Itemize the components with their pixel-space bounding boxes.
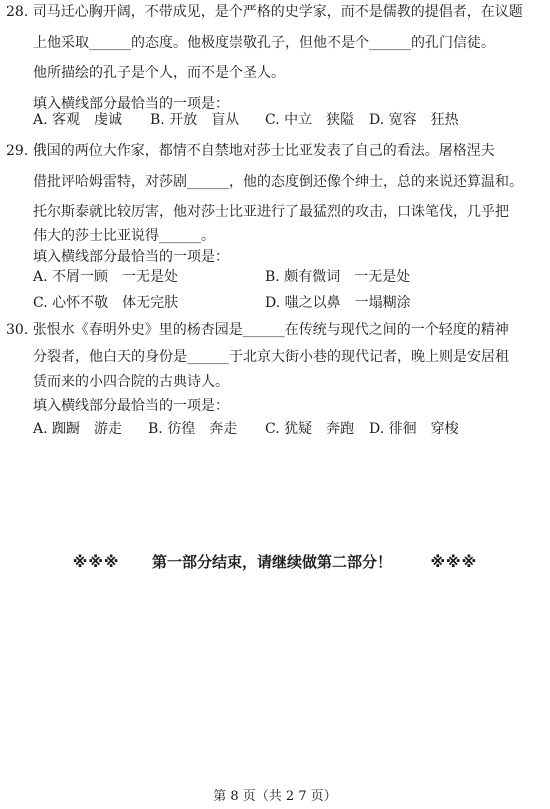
q28-line-2: 上他采取______的态度。他极度崇敬孔子，但他不是个______的孔门信徒。: [33, 35, 495, 51]
q29-option-d: D. 嗤之以鼻 一塌糊涂: [265, 295, 411, 311]
q28-line-3: 他所描绘的孔子是个人，而不是个圣人。: [33, 65, 285, 81]
q28-option-d: D. 宽容 狂热: [369, 112, 459, 128]
q28-option-b: B. 开放 盲从: [150, 112, 240, 128]
reference-mark-icons-left: ※※※: [72, 553, 120, 571]
q29-option-b: B. 颇有微词 一无是处: [265, 269, 411, 285]
q29-option-a: A. 不屑一顾 一无是处: [33, 269, 179, 285]
q30-option-c: C. 犹疑 奔跑: [265, 421, 355, 437]
page-number: 第 8 页（共 2 7 页）: [213, 789, 337, 804]
q29-line-4: 伟大的莎士比亚说得______。: [33, 228, 215, 244]
q28-option-a: A. 客观 虔诚: [33, 112, 123, 128]
reference-mark-icons-right: ※※※: [430, 553, 478, 571]
q28-line-1: 28. 司马迁心胸开阔，不带成见，是个严格的史学家，而不是儒教的提倡者，在议题: [6, 4, 523, 20]
q30-prompt: 填入横线部分最恰当的一项是：: [33, 398, 229, 414]
q29-line-3: 托尔斯泰就比较厉害，他对莎士比亚进行了最猛烈的攻击，口诛笔伐，几乎把: [33, 204, 509, 220]
q30-option-b: B. 彷徨 奔走: [148, 421, 238, 437]
q30-line-2: 分裂者，他白天的身份是______于北京大街小巷的现代记者，晚上则是安居租: [33, 349, 509, 365]
q30-line-1: 30. 张恨水《春明外史》里的杨杏园是______在传统与现代之间的一个轻度的精神: [6, 322, 509, 338]
q29-line-1: 29. 俄国的两位大作家，都情不自禁地对莎士比亚发表了自己的看法。屠格涅夫: [6, 143, 495, 159]
q28-option-c: C. 中立 狭隘: [265, 112, 355, 128]
q29-line-2: 借批评哈姆雷特，对莎剧______，他的态度倒还像个绅士，总的来说还算温和。: [33, 174, 523, 190]
section-end-text: 第一部分结束，请继续做第二部分！: [151, 553, 392, 571]
q30-option-d: D. 徘徊 穿梭: [369, 421, 459, 437]
q30-option-a: A. 踟蹰 游走: [33, 421, 123, 437]
q30-line-3: 赁而来的小四合院的古典诗人。: [33, 374, 229, 390]
q29-prompt: 填入横线部分最恰当的一项是：: [33, 249, 229, 265]
q28-prompt: 填入横线部分最恰当的一项是：: [33, 96, 229, 112]
section-end-banner: [0, 551, 550, 573]
q29-option-c: C. 心怀不敬 体无完肤: [33, 295, 179, 311]
